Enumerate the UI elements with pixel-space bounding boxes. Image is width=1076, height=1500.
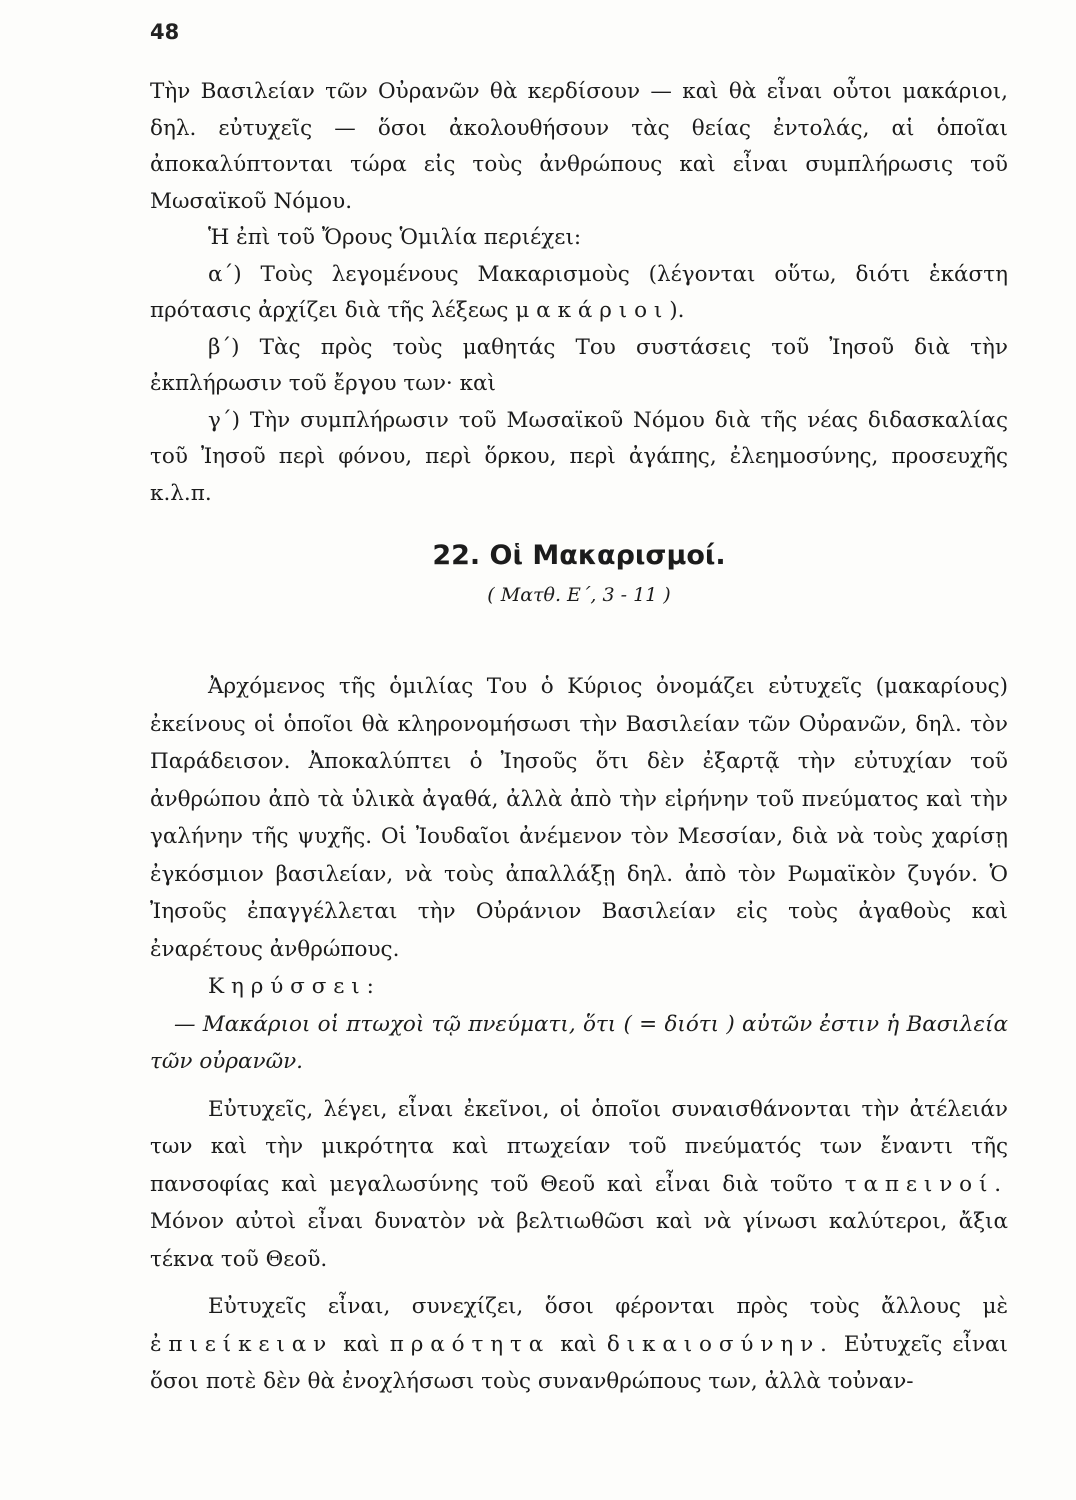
spaced-word-dikaiosynin: δικαιοσύνην.: [606, 1331, 834, 1357]
proclaims-word: Κηρύσσει:: [208, 974, 381, 999]
proclaims-line: [150, 968, 1008, 1006]
beatitude-quote: — Μακάριοι οἱ πτωχοὶ τῷ πνεύματι, ὅτι ( = διότι ) αὐτῶν ἐστιν ἡ Βασιλεία τῶν οὐρανῶν.: [150, 1011, 1008, 1074]
intro-item-a: [150, 257, 1008, 330]
intro-text: [150, 74, 1008, 512]
section-title: 22. Οἱ Μακαρισμοί.: [432, 540, 726, 571]
page-number: 48: [150, 20, 180, 44]
spaced-word-praotita: πραότητα: [389, 1331, 551, 1357]
intro-paragraph-2: Ἡ ἐπὶ τοῦ Ὄρους Ὁμιλία περιέχει:: [208, 225, 582, 250]
main-text: [150, 668, 1008, 1401]
scripture-reference: ( Ματθ. Ε΄, 3 - 11 ): [487, 584, 671, 606]
intro-item-a-text: α΄) Τοὺς λεγομένους Μακαρισμοὺς (λέγονται οὕτω, διότι ἑκάστη πρότασις ἀρχίζει διὰ τῆς λέξεως: [150, 261, 1008, 323]
main-paragraph-3-end: Εὐτυχεῖς εἶναι ὅσοι ποτὲ δὲν θὰ ἐνοχλήσωσι τοὺς συνανθρώπους των, ἀλλὰ τοὐναν-: [150, 1331, 1008, 1394]
main-paragraph-3-kai-2: καὶ: [550, 1331, 607, 1357]
main-paragraph-1: Ἀρχόμενος τῆς ὁμιλίας Του ὁ Κύριος ὀνομάζει εὐτυχεῖς (μακαρίους) ἐκείνους οἱ ὁποῖοι θὰ κληρονομήσωσι τὴν Βασιλείαν τῶν Οὐρανῶν, δηλ. τὸν Παράδεισον. Ἀποκαλύπτει ὁ Ἰησοῦς ὅτι δὲν ἐξαρτᾷ τὴν εὐτυχίαν τοῦ ἀνθρώπου ἀπὸ τὰ ὑλικὰ ἀγαθά, ἀλλὰ ἀπὸ τὴν εἰρήνην τοῦ πνεύματος καὶ τὴν γαλήνην τῆς ψυχῆς. Οἱ Ἰουδαῖοι ἀνέμενον τὸν Μεσσίαν, διὰ νὰ τοὺς χαρίσῃ ἐγκόσμιον βασιλείαν, νὰ τοὺς ἀπαλλάξῃ δηλ. ἀπὸ τὸν Ρωμαϊκὸν ζυγόν. Ὁ Ἰησοῦς ἐπαγγέλλεται τὴν Οὐράνιον Βασιλείαν εἰς τοὺς ἀγαθοὺς καὶ ἐναρέτους ἀνθρώπους.: [150, 674, 1008, 962]
spaced-word-epieikeian: ἐπιείκειαν: [150, 1331, 334, 1357]
intro-item-c: γ΄) Τὴν συμπλήρωσιν τοῦ Μωσαϊκοῦ Νόμου διὰ τῆς νέας διδασκαλίας τοῦ Ἰησοῦ περὶ φόνου, περὶ ὅρκου, περὶ ἀγάπης, ἐλεημοσύνης, προσευχῆς κ.λ.π.: [150, 407, 1008, 506]
spaced-word-makarioi: μακάριοι: [515, 298, 670, 323]
main-paragraph-3-kai-1: καὶ: [333, 1331, 390, 1357]
spacer: [150, 1278, 1008, 1288]
main-paragraph-3: [150, 1288, 1008, 1401]
main-paragraph-2-text: Εὐτυχεῖς, λέγει, εἶναι ἐκεῖνοι, οἱ ὁποῖοι συναισθάνονται τὴν ἀτέλειάν των καὶ τὴν μικρότητα καὶ πτωχείαν τοῦ πνεύματός των ἔναντι τῆς πανσοφίας καὶ μεγαλωσύνης τοῦ Θεοῦ καὶ εἶναι διὰ τοῦτο: [150, 1096, 1008, 1197]
spaced-word-tapeinoi: ταπεινοί.: [844, 1171, 1008, 1197]
main-paragraph-2: [150, 1091, 1008, 1279]
intro-paragraph-1: Τὴν Βασιλείαν τῶν Οὐρανῶν θὰ κερδίσουν — καὶ θὰ εἶναι οὗτοι μακάριοι, δηλ. εὐτυχεῖς — ὅσοι ἀκολουθήσουν τὰς θείας ἐντολάς, αἱ ὁποῖαι ἀποκαλύπτονται τώρα εἰς τοὺς ἀνθρώπους καὶ εἶναι συμπλήρωσις τοῦ Μωσαϊκοῦ Νόμου.: [150, 79, 1008, 214]
intro-item-b: β΄) Τὰς πρὸς τοὺς μαθητάς Του συστάσεις τοῦ Ἰησοῦ διὰ τὴν ἐκπλήρωσιν τοῦ ἔργου των· καὶ: [150, 334, 1008, 396]
spacer: [150, 1081, 1008, 1091]
intro-item-a-end: ).: [669, 298, 685, 323]
main-paragraph-3-text: Εὐτυχεῖς εἶναι, συνεχίζει, ὅσοι φέρονται πρὸς τοὺς ἄλλους μὲ: [208, 1294, 1008, 1319]
main-paragraph-2-end: Μόνον αὐτοὶ εἶναι δυνατὸν νὰ βελτιωθῶσι καὶ νὰ γίνωσι καλύτεροι, ἄξια τέκνα τοῦ Θεοῦ.: [150, 1209, 1008, 1272]
